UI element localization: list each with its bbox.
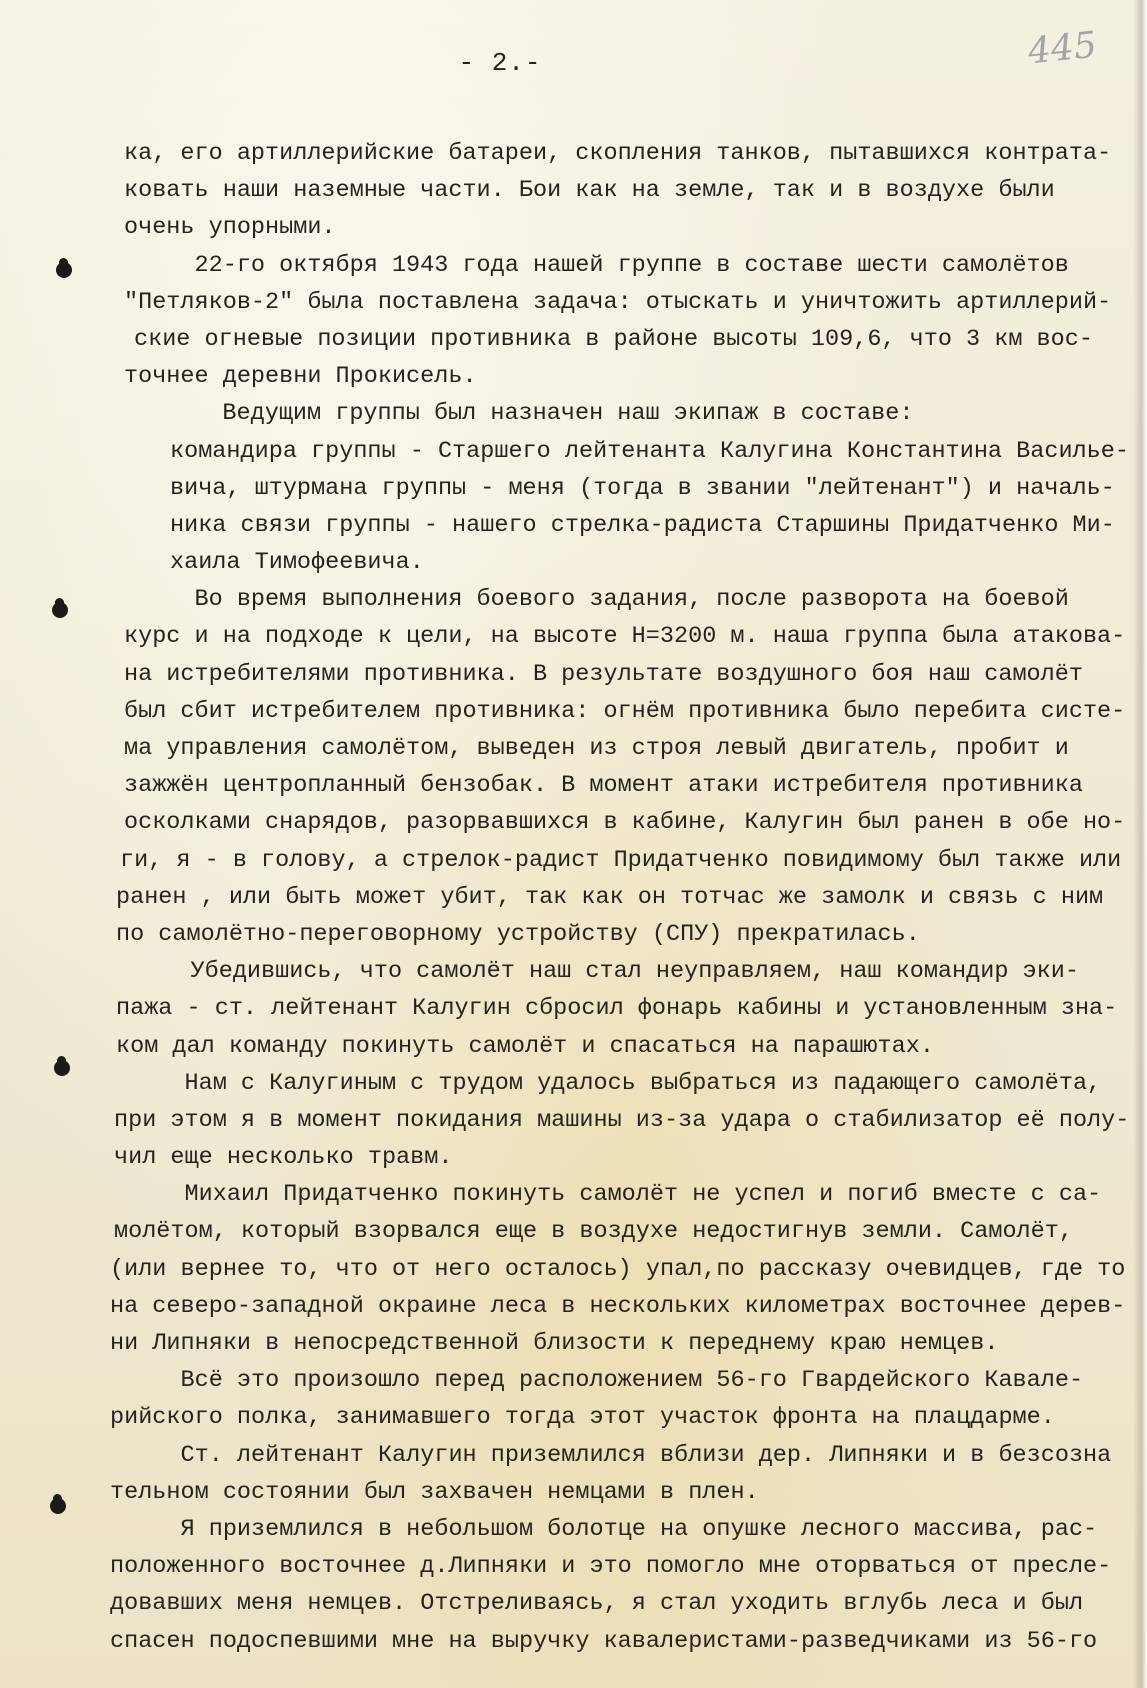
- text-line: тельном состоянии был захвачен немцами в плен.: [110, 1478, 759, 1506]
- text-line: довавших меня немцев. Отстреливаясь, я стал уходить вглубь леса и был: [110, 1590, 1084, 1618]
- text-line: ма управления самолётом, выведен из строя левый двигатель, пробит и: [124, 735, 1069, 762]
- text-line: Всё это произошло перед расположением 56-го Гвардейского Кавале-: [110, 1367, 1084, 1395]
- text-line: зажжён центропланный бензобак. В момент атаки истребителя противника: [124, 772, 1083, 800]
- text-line: ские огневые позиции противника в районе высоты 109,6, что 3 км вос-: [134, 325, 1093, 353]
- text-line: Ведущим группы был назначен наш экипаж в составе:: [166, 400, 914, 428]
- text-line: вича, штурмана группы - меня (тогда в звании "лейтенант") и началь-: [170, 474, 1115, 502]
- page-edge-shadow: [1133, 0, 1147, 1688]
- text-line: Михаил Придатченко покинуть самолёт не успел и погиб вместе с са-: [114, 1181, 1102, 1209]
- text-line: Во время выполнения боевого задания, после разворота на боевой: [124, 586, 1069, 614]
- text-line: на истребителями противника. В результате воздушного боя наш самолёт: [124, 660, 1083, 688]
- text-line: рийского полка, занимавшего тогда этот участок фронта на плацдарме.: [110, 1404, 1055, 1432]
- margin-hole-mark: [50, 1498, 66, 1514]
- text-line: командира группы - Старшего лейтенанта Калугина Константина Василье-: [170, 437, 1129, 465]
- text-line: хаила Тимофеевича.: [170, 549, 424, 577]
- typewritten-text: [110, 135, 1130, 1660]
- text-line: молётом, который взорвался еще в воздухе недостигнув земли. Самолёт,: [114, 1218, 1073, 1246]
- text-line: Ст. лейтенант Калугин приземлился вблизи дер. Липняки и в безсозна: [110, 1441, 1112, 1469]
- text-line: осколками снарядов, разорвавшихся в кабине, Калугин был ранен в обе но-: [124, 809, 1126, 837]
- text-line: по самолётно-переговорному устройству (СПУ) прекратилась.: [116, 920, 920, 948]
- margin-hole-mark: [54, 1060, 70, 1076]
- margin-hole-mark: [56, 262, 72, 278]
- text-line: "Петляков-2" была поставлена задача: отыскать и уничтожить артиллерий-: [124, 288, 1112, 316]
- text-line: Убедившись, что самолёт наш стал неуправляем, наш командир эки-: [120, 958, 1079, 986]
- text-line: Нам с Калугиным с трудом удалось выбраться из падающего самолёта,: [114, 1069, 1102, 1097]
- text-line: ком дал команду покинуть самолёт и спасаться на парашютах.: [116, 1032, 934, 1060]
- text-line: ковать наши наземные части. Бои как на земле, так и в воздухе были: [124, 177, 1055, 205]
- text-line: очень упорными.: [124, 214, 336, 242]
- text-line: на северо-западной окраине леса в нескольких километрах восточнее дерев-: [110, 1292, 1126, 1320]
- text-line: ка, его артиллерийские батареи, скопления танков, пытавшихся контрата-: [124, 140, 1112, 167]
- text-line: точнее деревни Прокисель.: [124, 363, 477, 391]
- text-line: Я приземлился в небольшом болотце на опушке лесного массива, рас-: [110, 1515, 1098, 1543]
- text-line: (или вернее то, что от него осталось) упал,по рассказу очевидцев, где то: [110, 1255, 1126, 1283]
- text-line: курс и на подходе к цели, на высоте Н=3200 м. наша группа была атакова-: [124, 623, 1126, 651]
- page-number: - 2.-: [458, 48, 542, 78]
- text-line: 22-го октября 1943 года нашей группе в составе шести самолётов: [124, 251, 1069, 279]
- margin-hole-mark: [52, 602, 68, 618]
- text-line: ни Липняки в непосредственной близости к переднему краю немцев.: [110, 1330, 999, 1357]
- text-line: был сбит истребителем противника: огнём противника было перебита систе-: [124, 697, 1126, 725]
- text-line: ранен , или быть может убит, так как он тотчас же замолк и связь с ним: [116, 883, 1104, 911]
- text-line: чил еще несколько травм.: [114, 1144, 453, 1172]
- text-line: ги, я - в голову, а стрелок-радист Придатченко повидимому был также или: [120, 846, 1122, 874]
- text-line: ника связи группы - нашего стрелка-радиста Старшины Придатченко Ми-: [170, 511, 1115, 539]
- text-line: пажа - ст. лейтенант Калугин сбросил фонарь кабины и установленным зна-: [116, 995, 1118, 1023]
- text-line: спасен подоспевшими мне на выручку кавалеристами-разведчиками из 56-го: [110, 1627, 1098, 1655]
- text-line: положенного восточнее д.Липняки и это помогло мне оторваться от пресле-: [110, 1553, 1112, 1581]
- text-line: при этом я в момент покидания машины из-за удара о стабилизатор её полу-: [114, 1106, 1130, 1134]
- archive-page-mark: 445: [1026, 24, 1099, 73]
